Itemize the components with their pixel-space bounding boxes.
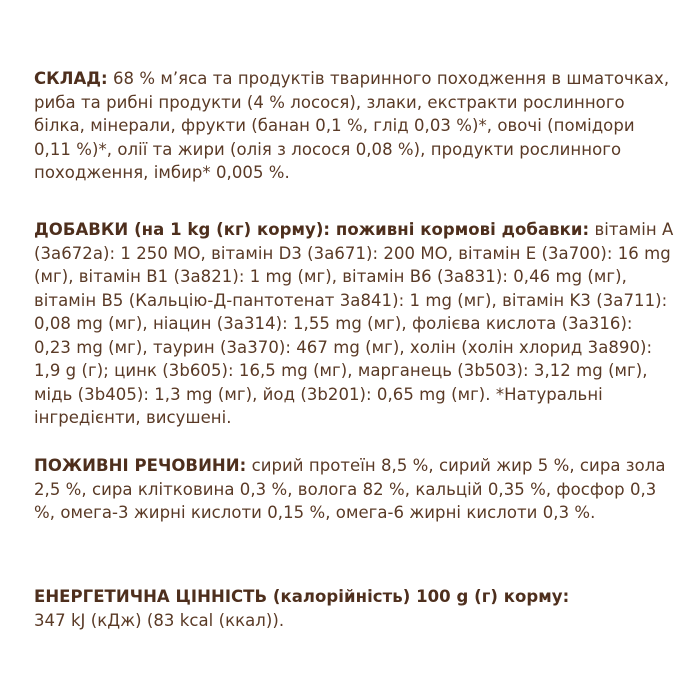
- nutrients-text: сирий протеїн 8,5 %, сирий жир 5 %, сира зола 2,5 %, сира клітковина 0,3 %, волога 82 %, кальцій 0,35 %, фосфор 0,3 %, омега-3 жирні кислоти 0,15 %, омега-6 жирні кислоти 0,3 %.: [34, 456, 666, 522]
- nutrients-heading: ПОЖИВНІ РЕЧОВИНИ:: [34, 456, 247, 475]
- additives-section: [34, 218, 674, 430]
- composition-heading: СКЛАД:: [34, 69, 108, 88]
- composition-text: 68 % м’яса та продуктів тваринного походження в шматочках, риба та рибні продукти (4 % лосося), злаки, екстракти рослинного білка, мінерали, фрукти (банан 0,1 %, глід 0,03 %)*, овочі (помідори 0,11 %)*, олії та жири (олія з лосося 0,08 %), продукти рослинного походження, імбир* 0,005 %.: [34, 69, 670, 182]
- nutrients-section: [34, 454, 674, 525]
- energy-section: [34, 585, 674, 632]
- additives-text: вітамін A (3a672a): 1 250 МО, вітамін D3 (3a671): 200 МО, вітамін E (3a700): 16 mg (мг), вітамін B1 (3a821): 1 mg (мг), вітамін B6 (3a831): 0,46 mg (мг), вітамін B5 (Кальцію-Д-пантотенат 3a841): 1 mg (мг), вітамін K3 (3a711): 0,08 mg (мг), ніацин (3a314): 1,55 mg (мг), фолієва кислота (3a316): 0,23 mg (мг), таурин (3a370): 467 mg (мг), холін (холін хлорид 3a890): 1,9 g (г); цинк (3b605): 16,5 mg (мг), марганець (3b503): 3,12 mg (мг), мідь (3b405): 1,3 mg (мг), йод (3b201): 0,65 mg (мг). *Натуральні інгредієнти, висушені.: [34, 220, 674, 427]
- additives-heading: ДОБАВКИ (на 1 kg (кг) корму): поживні кормові добавки:: [34, 220, 590, 239]
- energy-text: 347 kJ (кДж) (83 kcal (ккал)).: [34, 610, 285, 630]
- energy-heading: ЕНЕРГЕТИЧНА ЦІННІСТЬ (калорійність) 100 g (г) корму:: [34, 587, 570, 606]
- composition-section: [34, 67, 674, 185]
